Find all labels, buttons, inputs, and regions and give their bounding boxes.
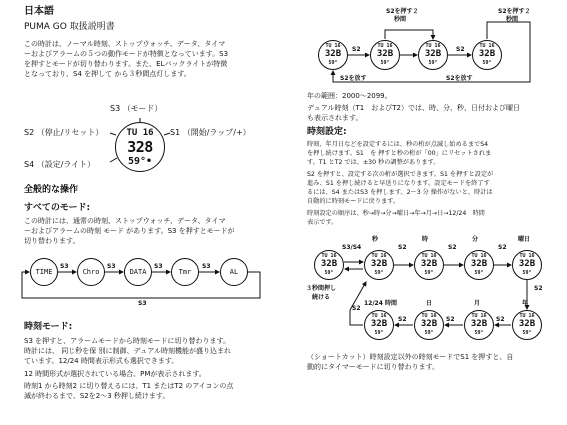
dual-watch-3: TU 16 32B 59°	[418, 40, 448, 70]
dual-time-line-2: も表示されます。	[307, 114, 363, 122]
mode-return-label: S3	[138, 300, 147, 307]
button-s4-label: S4 （設定/ライト）	[24, 160, 96, 169]
time-setting-line-1: 時刻、年月日などを設定するには、秒の桁が点滅し始めるまでS4	[307, 141, 489, 148]
press-s2-label-a: S2を押す２	[386, 8, 419, 15]
seq-watch-start: TU 16 32B 59°	[314, 250, 344, 280]
label-second: 秒	[372, 236, 379, 243]
seq-watch-second: TU 16 32B 59°	[364, 250, 394, 280]
seq-s2-6: S2	[446, 316, 455, 323]
time-setting-line-7: 自動的に時刻モードに戻ります。	[307, 198, 400, 205]
all-modes-line-1: この時計には、通常の時刻、ストップウォッチ、データ、タイマ	[24, 217, 226, 225]
watch-day-display: TU 16	[126, 128, 154, 138]
mode-arrow-label-1: S3	[60, 263, 69, 270]
watch-time-display: 328	[127, 138, 153, 156]
time-setting-line-6: るには、S4 またはS3 を押します。2～3 分 操作がないと、時計は	[307, 189, 493, 196]
seq-watch-minute: TU 16 32B 59°	[464, 250, 494, 280]
time-setting-line-4: S2 を押すと、設定する次の桁が選択できます。S1 を押すと設定が	[307, 171, 494, 178]
seq-watch-1224: TU 16 32B 59°	[364, 310, 394, 340]
s2-label-a: S2	[352, 46, 361, 53]
time-mode-line-4: 12 時間形式が選択されている場合、PMが表示されます。	[24, 370, 206, 378]
mode-timer: Tmr	[171, 258, 199, 286]
all-modes-line-2: ーおよびアラームの時刻 モード があります。S3 を押すとモードが	[24, 227, 235, 235]
watch-seconds-display: 59°•	[127, 156, 153, 167]
seq-s2-5: S2	[496, 316, 505, 323]
time-setting-line-9: 表示です。	[307, 219, 338, 226]
button-s1-label: S1 （開始/ラップ/+）	[170, 128, 251, 137]
mode-data: DATA	[124, 258, 152, 286]
time-mode-line-2: 時計には、 同じ秒を保 別に制御、デュアル時刻機能が盛り込まれ	[24, 347, 231, 355]
intro-line-2: ーおよびアラームの５つの動作モードが特徴となっています。S3	[24, 50, 229, 58]
seq-s2-2: S2	[448, 244, 457, 251]
mode-chrono: Chro	[77, 258, 105, 286]
year-range: 年の範囲：2000～2099。	[307, 92, 392, 100]
label-year: 年	[522, 300, 529, 307]
s3s4-label: S3/S4	[342, 244, 362, 251]
seq-watch-hour: TU 16 32B 59°	[414, 250, 444, 280]
shortcut-line-1: （ショートカット）時刻設定以外の時刻モードでS1 を押すと、自	[307, 353, 514, 361]
label-minute: 分	[472, 236, 479, 243]
seq-watch-year: TU 16 32B 59°	[512, 310, 542, 340]
label-hold3: ３秒間押し	[306, 285, 337, 292]
seq-watch-weekday: TU 16 32B 59°	[512, 250, 542, 280]
label-day: 日	[426, 300, 433, 307]
all-modes-title: すべてのモード:	[24, 203, 91, 213]
time-setting-line-3: す。T1 とT2 では、±30 秒の調整があります。	[307, 159, 440, 166]
dual-time-line-1: デュアル時刻（T1 およびT2）では、時、分、秒、日付および曜日	[307, 104, 520, 112]
seq-s2-4: S2	[534, 285, 543, 292]
label-1224: 12/24 時間	[364, 300, 397, 307]
dual-watch-1: TU 16 32B 59°	[318, 40, 348, 70]
button-s3-label: S3 （モード）	[110, 104, 163, 113]
label-continue: 続ける	[312, 294, 331, 301]
mode-arrow-label-2: S3	[107, 263, 116, 270]
button-s2-label: S2 （停止/リセット）	[24, 128, 104, 137]
general-operation-title: 全般的な操作	[24, 185, 79, 195]
mode-arrow-label-3: S3	[154, 263, 163, 270]
dual-watch-2: TU 16 32B 59°	[370, 40, 400, 70]
seq-watch-month: TU 16 32B 59°	[464, 310, 494, 340]
time-setting-line-8: 時刻設定の順序は、秒→時→分→曜日→年→月→日→12/24 時間	[307, 210, 485, 217]
all-modes-line-3: 切り替わります。	[24, 237, 80, 245]
shortcut-line-2: 動的にタイマーモードに切り替わります。	[307, 363, 440, 371]
mode-arrow-label-4: S3	[202, 263, 211, 270]
dual-watch-4: TU 16 32B 59°	[472, 40, 502, 70]
release-s2-label-a: S2を放す	[340, 75, 367, 82]
time-mode-title: 時刻モード:	[24, 322, 73, 332]
time-mode-line-1: S3 を押すと、アラームモードから時刻モードに切り替わります。	[24, 337, 231, 345]
seq-s2-8: S2	[352, 305, 361, 312]
time-setting-title: 時刻設定:	[307, 127, 347, 137]
page-title: 日本語	[24, 6, 54, 17]
mode-time: TIME	[30, 258, 58, 286]
manual-subtitle: PUMA GO 取扱説明書	[24, 22, 115, 32]
press-s2-sec-a: 秒間	[394, 16, 407, 23]
intro-line-4: となっており、S4 を押して から３秒間点灯します。	[24, 70, 191, 78]
press-s2-label-b: S2を押す２	[498, 8, 531, 15]
label-hour: 時	[422, 236, 429, 243]
seq-s2-3: S2	[498, 244, 507, 251]
label-month: 月	[474, 300, 481, 307]
label-weekday: 曜日	[518, 236, 531, 243]
time-mode-line-5: 時刻1 から時刻2 に切り替えるには、T1 またはT2 のアイコンの点	[24, 382, 234, 390]
seq-s2-7: S2	[398, 316, 407, 323]
mode-alarm: AL	[220, 258, 248, 286]
time-setting-line-2: を押し続けます。S1 を 押すと秒の桁が「00」にリセットされま	[307, 150, 492, 157]
time-setting-line-5: 進み、S1 を押し続けると早送りになります。設定モードを終了す	[307, 180, 490, 187]
time-mode-line-3: ています。12/24 時間表示形式も選択できます。	[24, 357, 179, 365]
s2-label-b: S2	[456, 46, 465, 53]
intro-line-1: この時計は、ノーマル時刻、ストップウォッチ、データ、タイマ	[24, 40, 226, 48]
press-s2-sec-b: 秒間	[506, 16, 519, 23]
time-mode-line-6: 滅が終わるまで、S2を2～3 秒押し続けます。	[24, 392, 170, 400]
seq-s2-1: S2	[398, 244, 407, 251]
intro-line-3: を押すとモードが切り替わります。また、ELバックライトが特徴	[24, 60, 228, 68]
seq-watch-day: TU 16 32B 59°	[414, 310, 444, 340]
release-s2-label-b: S2を放す	[446, 75, 473, 82]
